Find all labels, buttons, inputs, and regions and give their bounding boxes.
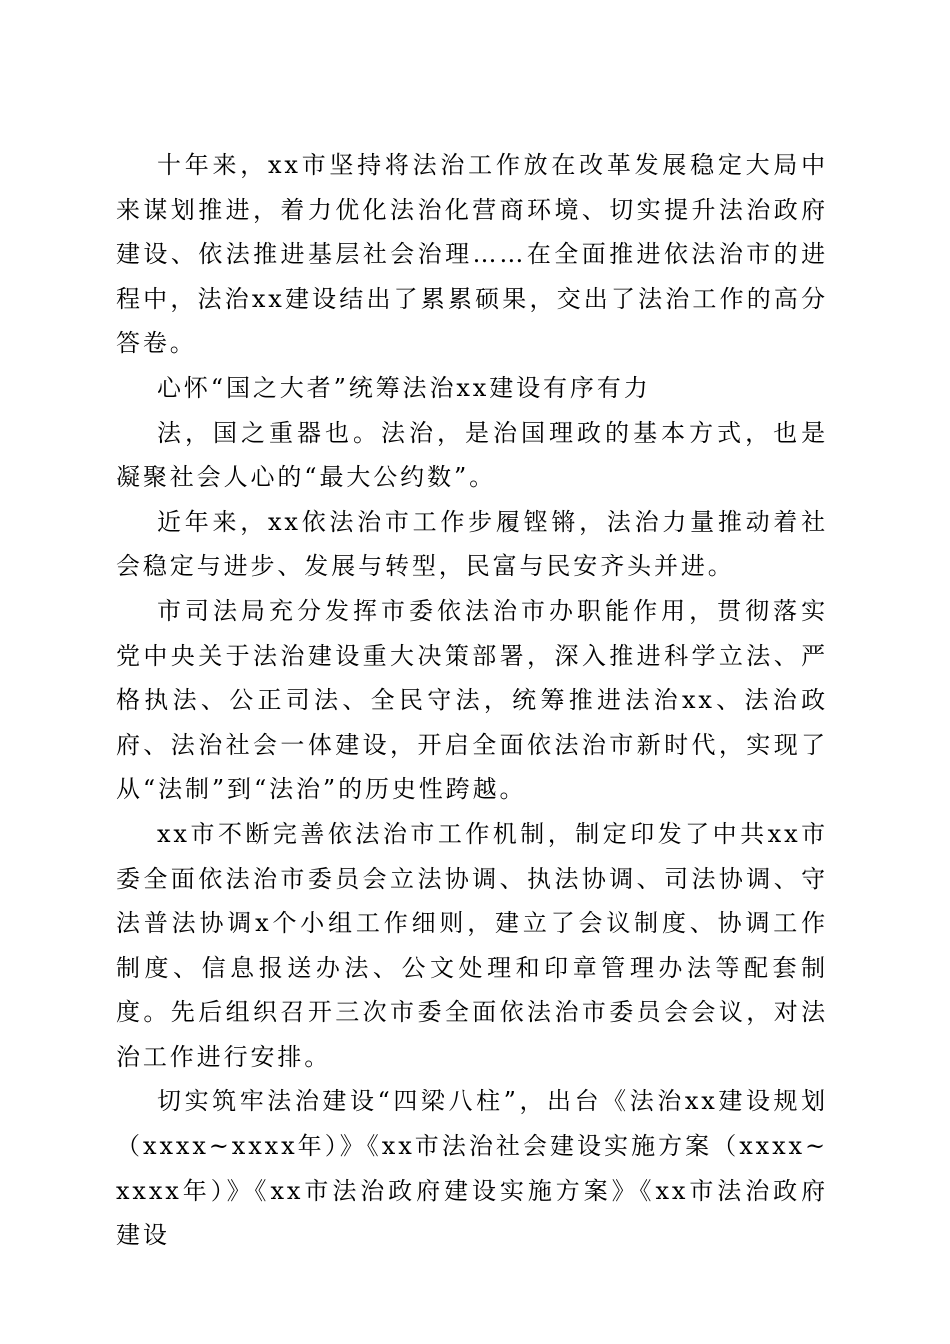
paragraph-intro: 十年来，xx市坚持将法治工作放在改革发展稳定大局中来谋划推进，着力优化法治化营商环境、切实提升法治政府建设、依法推进基层社会治理……在全面推进依法治市的进程中，法治xx建设结出了累累硕果，交出了法治工作的高分答卷。 xyxy=(116,151,828,358)
paragraph-work-mechanism: xx市不断完善依法治市工作机制，制定印发了中共xx市委全面依法治市委员会立法协调、执法协调、司法协调、守法普法协调x个小组工作细则，建立了会议制度、协调工作制度、信息报送办法、公文处理和印章管理办法等配套制度。先后组织召开三次市委全面依法治市委员会会议，对法治工作进行安排。 xyxy=(116,819,828,1071)
paragraph-justice-bureau: 市司法局充分发挥市委依法治市办职能作用，贯彻落实党中央关于法治建设重大决策部署，深入推进科学立法、严格执法、公正司法、全民守法，统筹推进法治xx、法治政府、法治社会一体建设，开启全面依法治市新时代，实现了从“法制”到“法治”的历史性跨越。 xyxy=(116,596,828,804)
paragraph-framework: 切实筑牢法治建设“四梁八柱”，出台《法治xx建设规划（xxxx~xxxx年）》《xx市法治社会建设实施方案（xxxx~xxxx年）》《xx市法治政府建设实施方案》《xx市法治政府建设 xyxy=(116,1087,828,1250)
paragraph-law-importance: 法，国之重器也。法治，是治国理政的基本方式，也是凝聚社会人心的“最大公约数”。 xyxy=(116,418,828,492)
paragraph-recent-years: 近年来，xx依法治市工作步履铿锵，法治力量推动着社会稳定与进步、发展与转型，民富与民安齐头并进。 xyxy=(116,507,828,581)
document-body xyxy=(116,143,828,1258)
section-heading: 心怀“国之大者”统筹法治xx建设有序有力 xyxy=(157,373,651,402)
